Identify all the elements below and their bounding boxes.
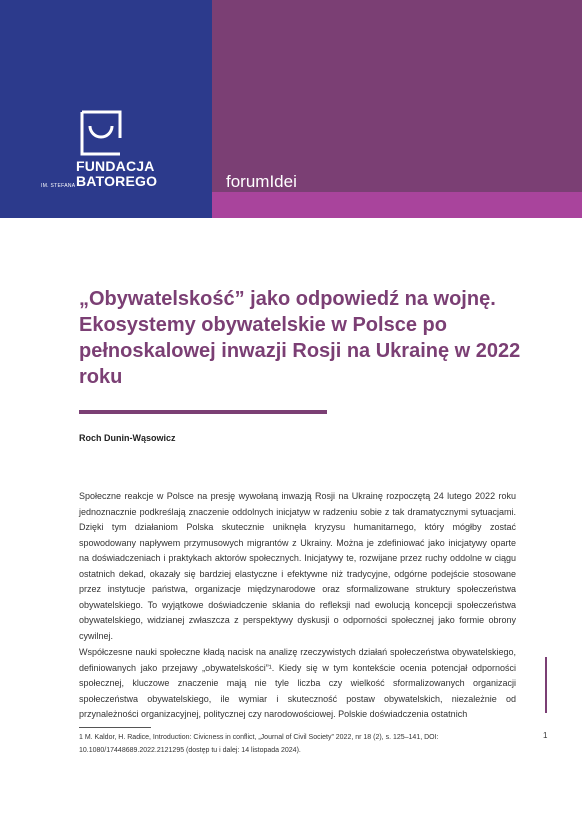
page-number: 1: [543, 731, 548, 740]
header-right-panel: [212, 0, 582, 192]
header-accent-band: [212, 192, 582, 218]
margin-accent-rule: [545, 657, 547, 713]
body-paragraph: Społeczne reakcje w Polsce na presję wywołaną inwazją Rosji na Ukrainę rozpoczętą 24 lutego 2022 roku jednoznacznie podkreślają znaczenie oddolnych inicjatyw w radzeniu sobie z tak dramatycznymi sytuacjami. Dzięki tym działaniom Polska skutecznie uniknęła kryzysu humanitarnego, który mógłby zostać spowodowany napływem przymusowych migrantów z Ukrainy. Można je zdefiniować jako inicjatywy oparte na doświadczeniach i praktykach aktorów społecznych. Inicjatywy te, rozwijane przez ruchy oddolne w ciągu ostatnich dekad, okazały się bardziej elastyczne i efektywne niż tradycyjne, odgórne podejście stosowane przez instytucje państwa, organizacje międzynarodowe oraz sformalizowane struktury społeczeństwa obywatelskiego. To wyjątkowe doświadczenie skłania do refleksji nad ewolucją koncepcji społeczeństwa obywatelskiego, widzianej zwłaszcza z perspektywy dyskusji o odporności społecznej jako formie obrony cywilnej.: [79, 491, 516, 641]
article-author: Roch Dunin-Wąsowicz: [79, 433, 176, 443]
footnote-divider: [79, 727, 151, 728]
org-name-line1: FUNDACJA: [76, 158, 155, 174]
body-paragraph: Współczesne nauki społeczne kładą nacisk na analizę rzeczywistych działań społeczeństwa obywatelskiego, definiowanych jako przejawy „obywatelskości”¹. Kiedy się w tym kontekście ocenia potencjał odporności społecznej, kluczowe znaczenie mają nie tyle liczba czy wielkość sformalizowanych organizacji społeczeństwa obywatelskiego, ile wymiar i skuteczność postaw obywatelskich, niezależnie od przynależności organizacyjnej, politycznej czy narodowościowej. Polskie doświadczenia ostatnich: [79, 647, 516, 719]
series-name: forumIdei: [226, 172, 297, 191]
title-underline: [79, 410, 327, 414]
org-name-prefix: IM. STEFANA: [41, 183, 76, 189]
org-name-line2: BATOREGO: [76, 173, 158, 189]
article-title: „Obywatelskość” jako odpowiedź na wojnę. Ekosystemy obywatelskie w Polsce po pełnoskalowej inwazji Rosji na Ukrainę w 2022 roku: [79, 288, 521, 388]
foundation-logo-icon: [76, 108, 126, 158]
footnote: 1 M. Kaldor, H. Radice, Introduction: Civicness in conflict, „Journal of Civil Society” 2022, nr 18 (2), s. 125–141, DOI: 10.1080/17448689.2022.2121295 (dostęp tu i dalej: 14 listopada 2024).: [79, 734, 439, 754]
